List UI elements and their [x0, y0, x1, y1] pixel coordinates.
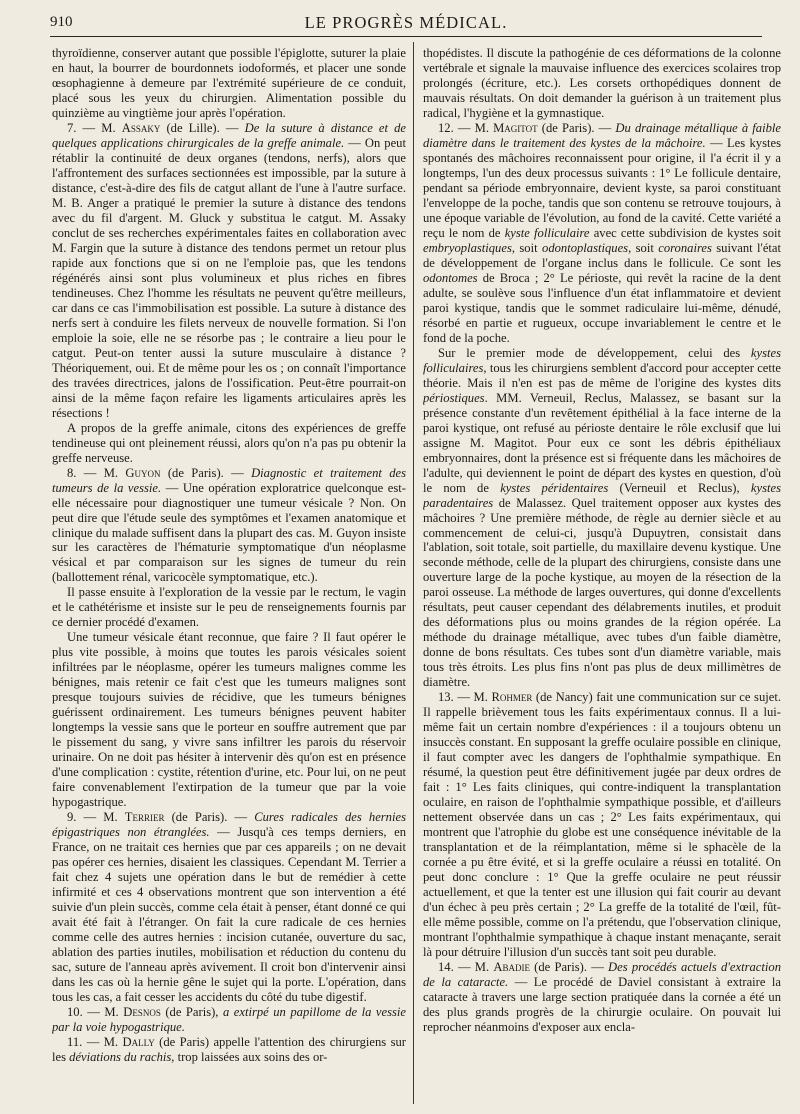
author-name: Magitot — [493, 120, 538, 135]
article-11: 11. — M. Dally (de Paris) appelle l'attention des chirurgiens sur les déviations du rachis, trop laissées aux soins des or- — [52, 1034, 406, 1064]
article-title: Diagnostic et traitement des tumeurs de la vessie. — [52, 465, 406, 495]
article-9: 9. — M. Terrier (de Paris). — Cures radicales des hernies épigastriques non étranglées. — Jusqu'à ces temps derniers, en France, on ne traitait ces hernies que par ces appareils ; on ne devait pas opérer ces hernies, disaient les classiques. Cependant M. Terrier a fait chez 4 sujets une opération dans le but de remédier à cette infirmité et ces 4 observations montrent que son intervention a été suivie d'un plein succès, comme cela était à penser, étant donné ce qui avait été fait à l'étranger. On fait la cure radicale de ces hernies comme celle des autres hernies : incision cutanée, ouverture du sac, ablation des parties inutiles, mobilisation et réduction du contenu du sac, suture de l'anneau après avivement. Il croit bon d'intervenir ainsi dans les cas où la hernie gêne le sujet qui la porte. L'opération, dans tous les cas, a fait cesser les accidents du côté du tube digestif. — [52, 810, 406, 1005]
paragraph: Il passe ensuite à l'exploration de la vessie par le rectum, le vagin et le cathétérisme et insiste sur le peu de renseignements fournis par ce dernier procédé d'examen. — [52, 585, 406, 630]
article-title: Du drainage métallique à faible diamètre dans le traitement des kystes de la mâchoire. — [423, 120, 781, 150]
article-title: déviations du rachis — [69, 1049, 172, 1064]
author-name: Desnos — [123, 1005, 161, 1019]
journal-title: LE PROGRÈS MÉDICAL. — [304, 13, 508, 32]
author-name: Assaky — [121, 120, 161, 135]
author-name: Terrier — [124, 810, 165, 825]
right-column — [423, 46, 781, 1035]
article-title: Des procédés actuels d'extraction de la cataracte. — [423, 960, 781, 990]
paragraph-continuation: thopédistes. Il discute la pathogénie de ces déformations de la colonne vertébrale et signale la mauvaise influence des exercices scolaires trop prolongés (écriture, etc.). Les corsets orthopédiques donnent de mauvais résultats. On doit demander la guérison à un traitement plus radical, l'hygiène et la gymnastique. — [423, 46, 781, 120]
author-name: Dally — [122, 1034, 155, 1049]
article-title: a extirpé un papillome de la vessie par la voie hypogastrique. — [52, 1005, 406, 1034]
paragraph: Sur le premier mode de développement, celui des kystes folliculaires, tous les chirurgiens semblent d'accord pour accepter cette théorie. Mais il n'en est pas de même de l'origine des kystes dits périostiques. MM. Verneuil, Reclus, Malassez, se basant sur la présence constante d'un revêtement épithélial à la face interne de la paroi kystique, ont refusé au périoste dentaire le rôle exclusif que lui assigne M. Magitot. Pour eux ce sont les débris épithéliaux embryonnaires, dont la présence est si fréquente dans les mâchoires de l'adulte, qui deviennent le point de départ des kystes en question, d'où le nom de kystes péridentaires (Verneuil et Reclus), kystes paradentaires de Malassez. Quel traitement opposer aux kystes des mâchoires ? Une première méthode, de règle au dernier siècle et au commencement de celui-ci, jusqu'à Dupuytren, consistait dans l'ablation, soit totale, soit partielle, du maxillaire devenu kystique. Une seconde méthode, celle de la plupart des chirurgiens, consiste dans une ouverture large de la poche kystique, au moyen de la résection de la paroi osseuse. La méthode de larges ouvertures, qui donne d'excellents résultats, peut causer cependant des délabrements inutiles, et produit des déformations plus ou moins grandes de la région opérée. La méthode du drainage métallique, avec tubes d'un faible diamètre, donne de bons résultats. Ces tubes sont d'un diamètre variable, mais tous très étroits. Les plus fins n'ont pas plus de deux millimètres de diamètre. — [423, 345, 781, 690]
paragraph: A propos de la greffe animale, citons des expériences de greffe tendineuse qui ont pleinement réussi, alors qu'on n'a pas pu obtenir la greffe nerveuse. — [52, 420, 406, 465]
article-13: 13. — M. Rohmer (de Nancy) fait une communication sur ce sujet. Il rappelle brièvement tous les faits expérimentaux connus. Il a lui-même fait un certain nombre d'expériences : il a toujours obtenu un insuccès constant. En supposant la greffe oculaire possible en clinique, il faut compter avec les dangers de l'ophthalmie sympathique. En résumé, la question peut être définitivement jugée par deux ordres de fait : 1° Les faits cliniques, qui contre-indiquent la transplantation oculaire, en raison de l'ophthalmie sympathique possible, et d'ailleurs nettement observée dans un cas ; 2° Les faits expérimentaux, qui montrent que l'atrophie du globe est une conséquence inévitable de la transplantation et de la réimplantation, même si le sphacèle de la cornée a pu être évité, et si la greffe oculaire a réussi en totalité. On peut donc conclure : 1° Que la greffe oculaire ne peut réussir actuellement, et que la tenter est une illusion qui fait courir au devant d'un échec à peu près certain ; 2° La greffe de la totalité de l'œil, fût-elle même possible, comme on l'a prétendu, que l'observation clinique, montrant l'ophthalmie sympathique à chaque instant menaçante, serait là pour détruire l'illusion d'un succès tant soit peu durable. — [423, 690, 781, 960]
page-header — [50, 10, 762, 37]
paragraph: Une tumeur vésicale étant reconnue, que faire ? Il faut opérer le plus vite possible, à moins que toutes les parois vésicales soient infiltrées par le néoplasme, opérer les tumeurs malignes comme les bénignes, mais retenir ce fait c'est que les tumeurs malignes sont presque toujours suivies de récidive, que les tumeurs bénignes guérissent ordinairement. Les tumeurs bénignes peuvent habiter longtemps la vessie sans que le porteur en souffre autrement que par le pissement du sang, y vivre sans infiltrer les parois du réservoir urinaire. On ne doit pas hésiter à intervenir dès qu'on est en présence d'une complication : cystite, rétention d'urine, etc. Pour lui, on ne peut faire convenablement l'extirpation de la tumeur que par la voie hypogastrique. — [52, 630, 406, 810]
author-name: Abadie — [493, 960, 530, 975]
author-name: Guyon — [125, 465, 161, 480]
article-14: 14. — M. Abadie (de Paris). — Des procédés actuels d'extraction de la cataracte. — Le procédé de Daviel consistant à extraire la cataracte à travers une large section pratiquée dans la cornée a été un des plus grands progrès de la chirurgie oculaire. On pouvait lui reprocher néanmoins d'exposer aux encla- — [423, 960, 781, 1034]
page-number: 910 — [50, 14, 73, 30]
author-name: Rohmer — [491, 690, 533, 705]
article-title: Cures radicales des hernies épigastriques non étranglées. — [52, 810, 406, 840]
article-8: 8. — M. Guyon (de Paris). — Diagnostic et traitement des tumeurs de la vessie. — Une opération exploratrice quelconque est-elle nécessaire pour diagnostiquer une tumeur vésicale ? Non. On peut dire que l'étude seule des symptômes et l'examen anatomique et clinique du malade suffisent dans la plupart des cas. M. Guyon insiste sur les caractères de l'hématurie symptomatique d'un néoplasme vésical et par comparaison sur les signes de tumeur du rein (ballottement rénal, varicocèle symptomatique, etc.). — [52, 465, 406, 585]
left-column — [52, 46, 406, 1065]
article-10: 10. — M. Desnos (de Paris), a extirpé un papillome de la vessie par la voie hypogastrique. — [52, 1005, 406, 1034]
paragraph-continuation: thyroïdienne, conserver autant que possible l'épiglotte, suturer la plaie en haut, la bourrer de bourdonnets iodoformés, et placer une sonde œsophagienne à demeure par l'extrémité supérieure de ce conduit, placé sous les yeux du chirurgien. Alimentation possible du quinzième au vingtième jour après l'opération. — [52, 46, 406, 120]
article-12: 12. — M. Magitot (de Paris). — Du drainage métallique à faible diamètre dans le traitement des kystes de la mâchoire. — Les kystes spontanés des mâchoires reconnaissent pour origine, il l'a écrit il y a longtemps, l'un des deux processus suivants : 1° Le follicule dentaire, pendant sa période embryonnaire, devient kyste, sa paroi constituant l'enveloppe de la poche, tandis que son contenu se retrouve toujours, à une époque variable de l'évolution, au fond de la cavité. Cette variété a reçu le nom de kyste folliculaire avec cette subdivision de kystes soit embryoplastiques, soit odontoplastiques, soit coronaires suivant l'état de développement de l'organe inclus dans le follicule. Ce sont les odontomes de Broca ; 2° Le périoste, qui revêt la racine de la dent adulte, se soulève sous l'influence d'un état inflammatoire et devient paroi kystique, tandis que le sommet radiculaire lui-même, dénudé, résorbé en partie et rugueux, occupe invariablement le centre et le fond de la poche. — [423, 120, 781, 345]
article-7: 7. — M. Assaky (de Lille). — De la suture à distance et de quelques applications chirurgicales de la greffe animale. — On peut rétablir la continuité de deux organes (tendons, nerfs), alors que l'affrontement des surfaces sectionnées est impossible, par la suture à distance, c'est-à-dire des fils de catgut allant de l'une à l'autre surface. M. B. Anger a pratiqué le premier la suture à distance des tendons avec du fil d'argent. M. Gluck y substitua le catgut. M. Assaky conclut de ses recherches expérimentales faites en collaboration avec M. Fargin que la suture à distance des tendons permet un retour plus rapide aux fonctions que si on ne l'emploie pas, que les tendons régénérés ainsi sont plus volumineux et plus riches en fibres tendineuses. Chez l'homme les résultats ne peuvent qu'être meilleurs, car dans ce cas l'immobilisation est possible. La suture à distance des nerfs sert à conduire les filets nerveux de nouvelle formation. Si l'on emploie la soie, elle ne se résorbe pas ; le contraire a lieu pour le catgut. Peut-on tenter aussi la suture musculaire à distance ? Théoriquement, oui. Et de même pour les os ; on connaît l'importance des travées directrices, jalons de l'ossification. Peut-être pourrait-on ainsi de la même façon refaire les ligaments articulaires après les résections ! — [52, 120, 406, 420]
article-title: De la suture à distance et de quelques applications chirurgicales de la greffe animale. — [52, 120, 406, 150]
column-divider — [413, 42, 414, 1104]
